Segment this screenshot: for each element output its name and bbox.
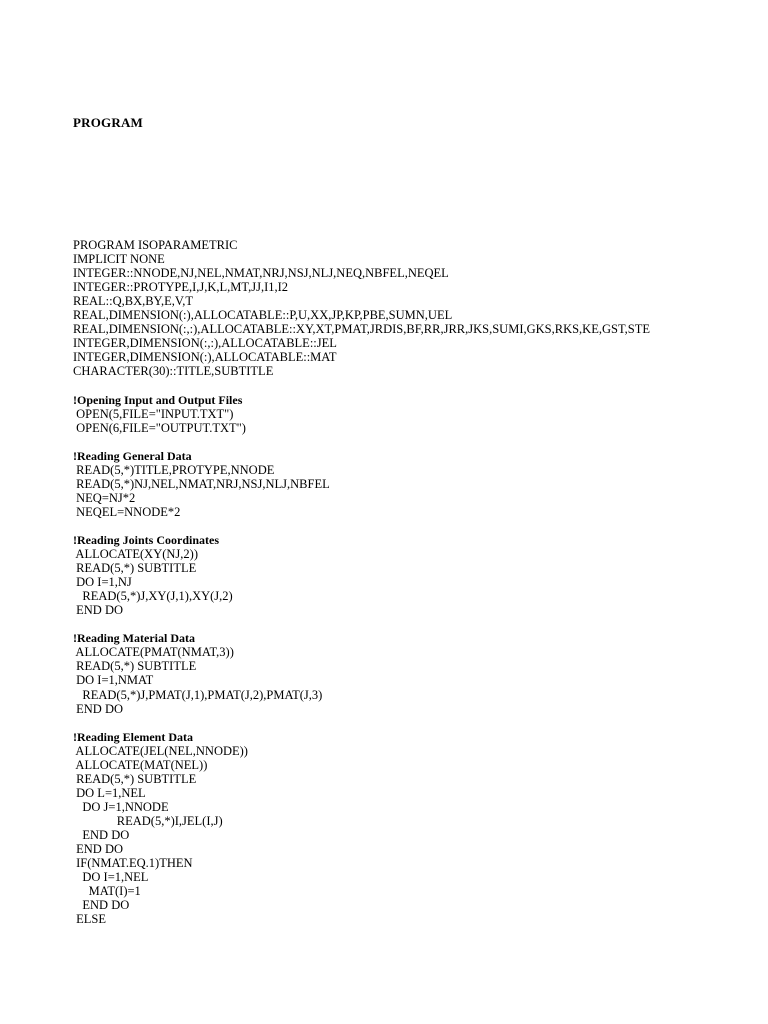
code-line: END DO [73, 603, 123, 618]
code-line: END DO [73, 842, 123, 857]
code-line: END DO [73, 898, 130, 913]
code-line: READ(5,*)J,XY(J,1),XY(J,2) [73, 589, 233, 604]
code-line: DO L=1,NEL [73, 785, 146, 800]
code-line: READ(5,*)I,JEL(I,J) [73, 813, 223, 828]
section-comment-line: !Reading Joints Coordinates [73, 532, 220, 547]
code-line: INTEGER,DIMENSION(:,:),ALLOCATABLE::JEL [73, 336, 337, 351]
code-line: NEQ=NJ*2 [73, 490, 136, 505]
code-line: PROGRAM ISOPARAMETRIC [73, 238, 238, 252]
code-line: ALLOCATE(MAT(NEL)) [73, 757, 208, 772]
section-comment-line: !Reading Element Data [73, 729, 193, 744]
code-line: IMPLICIT NONE [73, 252, 165, 267]
code-line: NEQEL=NNODE*2 [73, 504, 181, 519]
code-line: DO I=1,NJ [73, 575, 132, 590]
blank-line [73, 716, 650, 730]
section-comment-line: !Opening Input and Output Files [73, 392, 243, 407]
blank-line [73, 435, 650, 449]
code-line: OPEN(6,FILE="OUTPUT.TXT") [73, 420, 246, 435]
code-line: READ(5,*) SUBTITLE [73, 771, 197, 786]
code-line: DO I=1,NMAT [73, 673, 154, 688]
code-line: INTEGER,DIMENSION(:),ALLOCATABLE::MAT [73, 350, 337, 365]
code-line: OPEN(5,FILE="INPUT.TXT") [73, 406, 234, 421]
code-line: REAL,DIMENSION(:),ALLOCATABLE::P,U,XX,JP,KP,PBE,SUMN,UEL [73, 308, 453, 323]
section-comment-line: !Reading Material Data [73, 631, 195, 646]
code-line: CHARACTER(30)::TITLE,SUBTITLE [73, 364, 274, 379]
code-line: READ(5,*)NJ,NEL,NMAT,NRJ,NSJ,NLJ,NBFEL [73, 476, 330, 491]
code-line: INTEGER::PROTYPE,I,J,K,L,MT,JJ,I1,I2 [73, 280, 289, 295]
code-line: READ(5,*)TITLE,PROTYPE,NNODE [73, 462, 275, 477]
code-line: ELSE [73, 912, 106, 927]
code-line: DO I=1,NEL [73, 870, 149, 885]
code-line: READ(5,*) SUBTITLE [73, 659, 197, 674]
blank-line [73, 519, 650, 533]
code-line: REAL::Q,BX,BY,E,V,T [73, 294, 194, 309]
code-line: ALLOCATE(JEL(NEL,NNODE)) [73, 743, 248, 758]
document-heading: PROGRAM [73, 115, 143, 130]
code-line: REAL,DIMENSION(:,:),ALLOCATABLE::XY,XT,PMAT,JRDIS,BF,RR,JRR,JKS,SUMI,GKS,RKS,KE,GST,STE [73, 322, 650, 337]
code-line: MAT(I)=1 [73, 884, 141, 899]
code-listing [73, 238, 650, 926]
code-line: END DO [73, 701, 123, 716]
code-line: ALLOCATE(PMAT(NMAT,3)) [73, 645, 234, 660]
code-line: INTEGER::NNODE,NJ,NEL,NMAT,NRJ,NSJ,NLJ,NEQ,NBFEL,NEQEL [73, 266, 449, 281]
section-comment-line: !Reading General Data [73, 448, 192, 463]
blank-line [73, 378, 650, 392]
code-line: ALLOCATE(XY(NJ,2)) [73, 547, 198, 562]
blank-line [73, 617, 650, 631]
code-line: READ(5,*) SUBTITLE [73, 561, 197, 576]
code-line: READ(5,*)J,PMAT(J,1),PMAT(J,2),PMAT(J,3) [73, 687, 323, 702]
code-line: IF(NMAT.EQ.1)THEN [73, 856, 193, 871]
code-line: DO J=1,NNODE [73, 799, 169, 814]
code-line: END DO [73, 827, 130, 842]
